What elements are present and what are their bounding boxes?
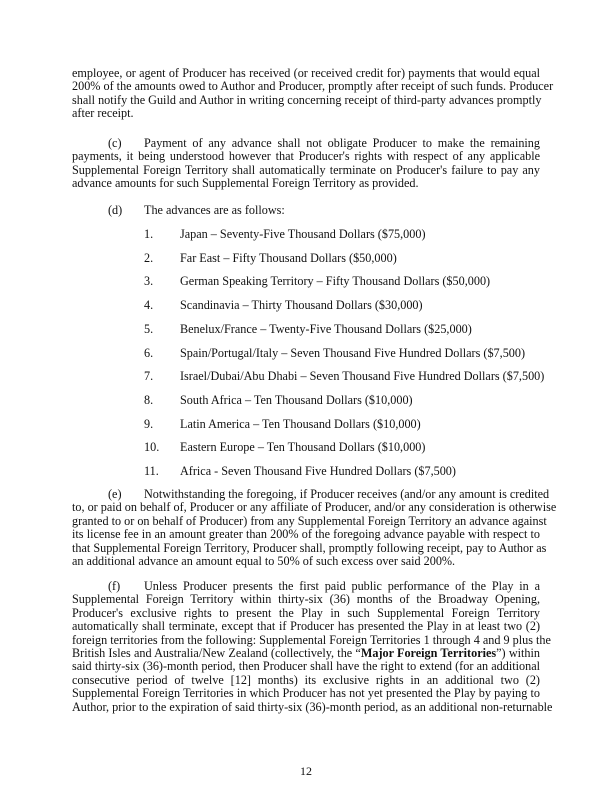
advance-item	[144, 369, 544, 383]
text-line: employee, or agent of Producer has received (or received credit for) payments that would equal	[72, 66, 540, 80]
text-line: consecutive period of twelve [12] months) its exclusive rights in an additional two (2)	[72, 672, 540, 687]
advance-item	[144, 251, 397, 265]
text-line: Producer's exclusive rights to present the Play in such Supplemental Foreign Territory	[72, 605, 540, 620]
text-line: foreign territories from the following: Supplemental Foreign Territories 1 through 4 and 9 plus the	[72, 632, 551, 647]
advance-text: Spain/Portugal/Italy – Seven Thousand Five Hundred Dollars ($7,500)	[180, 345, 526, 360]
text-line: automatically shall terminate, except that if Producer has presented the Play in at least two (2)	[72, 619, 540, 634]
advance-number: 5.	[144, 321, 154, 336]
paragraph-label: (c)	[108, 136, 122, 150]
advance-item	[144, 393, 413, 407]
text-line: 200% of the amounts owed to Author and Producer, promptly after receipt of such funds. Producer	[72, 79, 554, 94]
text-segment: ”) within	[496, 645, 540, 660]
text-line: Supplemental Foreign Territory shall automatically terminate on Producer's failure to pay any	[72, 162, 540, 177]
advance-number: 7.	[144, 369, 154, 384]
paragraph-label: (d)	[108, 203, 123, 217]
text-line: an additional advance an amount equal to 50% of such excess over said 200%.	[72, 553, 456, 568]
advance-text: Israel/Dubai/Abu Dhabi – Seven Thousand Five Hundred Dollars ($7,500)	[180, 369, 545, 384]
advance-item	[144, 464, 456, 478]
advance-text: Far East – Fifty Thousand Dollars ($50,000)	[180, 250, 397, 265]
paragraph-label: (e)	[108, 487, 122, 501]
text-line: said thirty-six (36)-month period, then Producer shall have the right to extend (for an additional	[72, 659, 540, 674]
text-line: that Supplemental Foreign Territory, Producer shall, promptly following receipt, pay to Author as	[72, 540, 547, 555]
paragraph-continuation	[72, 66, 554, 121]
advance-item	[144, 440, 425, 454]
text-line: advance amounts for such Supplemental Foreign Territory as provided.	[72, 176, 419, 191]
text-line: its license fee in an amount greater than 200% of the foregoing advance payable with respect to	[72, 527, 540, 542]
paragraph-f	[72, 579, 553, 714]
advance-text: South Africa – Ten Thousand Dollars ($10,000)	[180, 392, 413, 407]
advance-item	[144, 274, 490, 288]
text-line: to, or paid on behalf of, Producer or any affiliate of Producer, and/or any consideration is otherwise	[72, 500, 557, 515]
advance-number: 2.	[144, 250, 154, 265]
advance-number: 3.	[144, 274, 154, 289]
text-line: Author, prior to the expiration of said thirty-six (36)-month period, as an additional non-returnable	[72, 699, 553, 714]
text-line: payments, it being understood however that Producer's rights with respect of any applicable	[72, 149, 540, 164]
advance-item	[144, 227, 426, 241]
advance-number: 6.	[144, 345, 154, 360]
advance-number: 1.	[144, 227, 154, 241]
text-line: Supplemental Foreign Territory within thirty-six (36) months of the Broadway Opening,	[72, 592, 540, 607]
advance-text: German Speaking Territory – Fifty Thousand Dollars ($50,000)	[180, 274, 491, 289]
paragraph-c	[72, 137, 540, 191]
advance-text: Africa - Seven Thousand Five Hundred Dollars ($7,500)	[180, 464, 456, 478]
advance-item	[144, 322, 472, 336]
advance-number: 9.	[144, 416, 154, 431]
text-line: shall notify the Guild and Author in writing concerning receipt of third-party advances promptly	[72, 92, 542, 107]
text-line: after receipt.	[72, 106, 134, 121]
text-line-defined-term	[72, 647, 540, 660]
text-line: Supplemental Foreign Territories in which Producer has not yet presented the Play by paying to	[72, 686, 540, 701]
advance-text: Eastern Europe – Ten Thousand Dollars ($10,000)	[180, 440, 426, 455]
text-line: granted to or on behalf of Producer) from any Supplemental Foreign Territory an advance against	[72, 513, 547, 528]
advance-number: 8.	[144, 392, 154, 407]
page-number: 12	[300, 764, 312, 778]
advance-text: Japan – Seventy-Five Thousand Dollars ($75,000)	[180, 227, 426, 241]
advance-number: 11.	[144, 464, 159, 478]
paragraph-d	[72, 204, 540, 217]
paragraph-label: (f)	[108, 579, 121, 593]
advance-text: Benelux/France – Twenty-Five Thousand Dollars ($25,000)	[180, 321, 472, 336]
advance-text: Latin America – Ten Thousand Dollars ($10,000)	[180, 416, 421, 431]
text-line: The advances are as follows:	[144, 203, 285, 217]
advance-item	[144, 298, 423, 312]
advance-item	[144, 417, 421, 431]
text-line: Payment of any advance shall not obligate Producer to make the remaining	[144, 136, 540, 150]
defined-term: Major Foreign Territories	[360, 645, 497, 660]
advance-number: 10.	[144, 440, 160, 455]
advance-text: Scandinavia – Thirty Thousand Dollars ($30,000)	[180, 298, 423, 313]
text-line: Unless Producer presents the first paid public performance of the Play in a	[144, 579, 540, 593]
paragraph-e	[72, 487, 557, 568]
advance-item	[144, 346, 525, 360]
text-segment: British Isles and Australia/New Zealand (collectively, the “	[72, 645, 361, 660]
advance-number: 4.	[144, 298, 154, 313]
text-line: Notwithstanding the foregoing, if Producer receives (and/or any amount is credited	[144, 487, 550, 501]
